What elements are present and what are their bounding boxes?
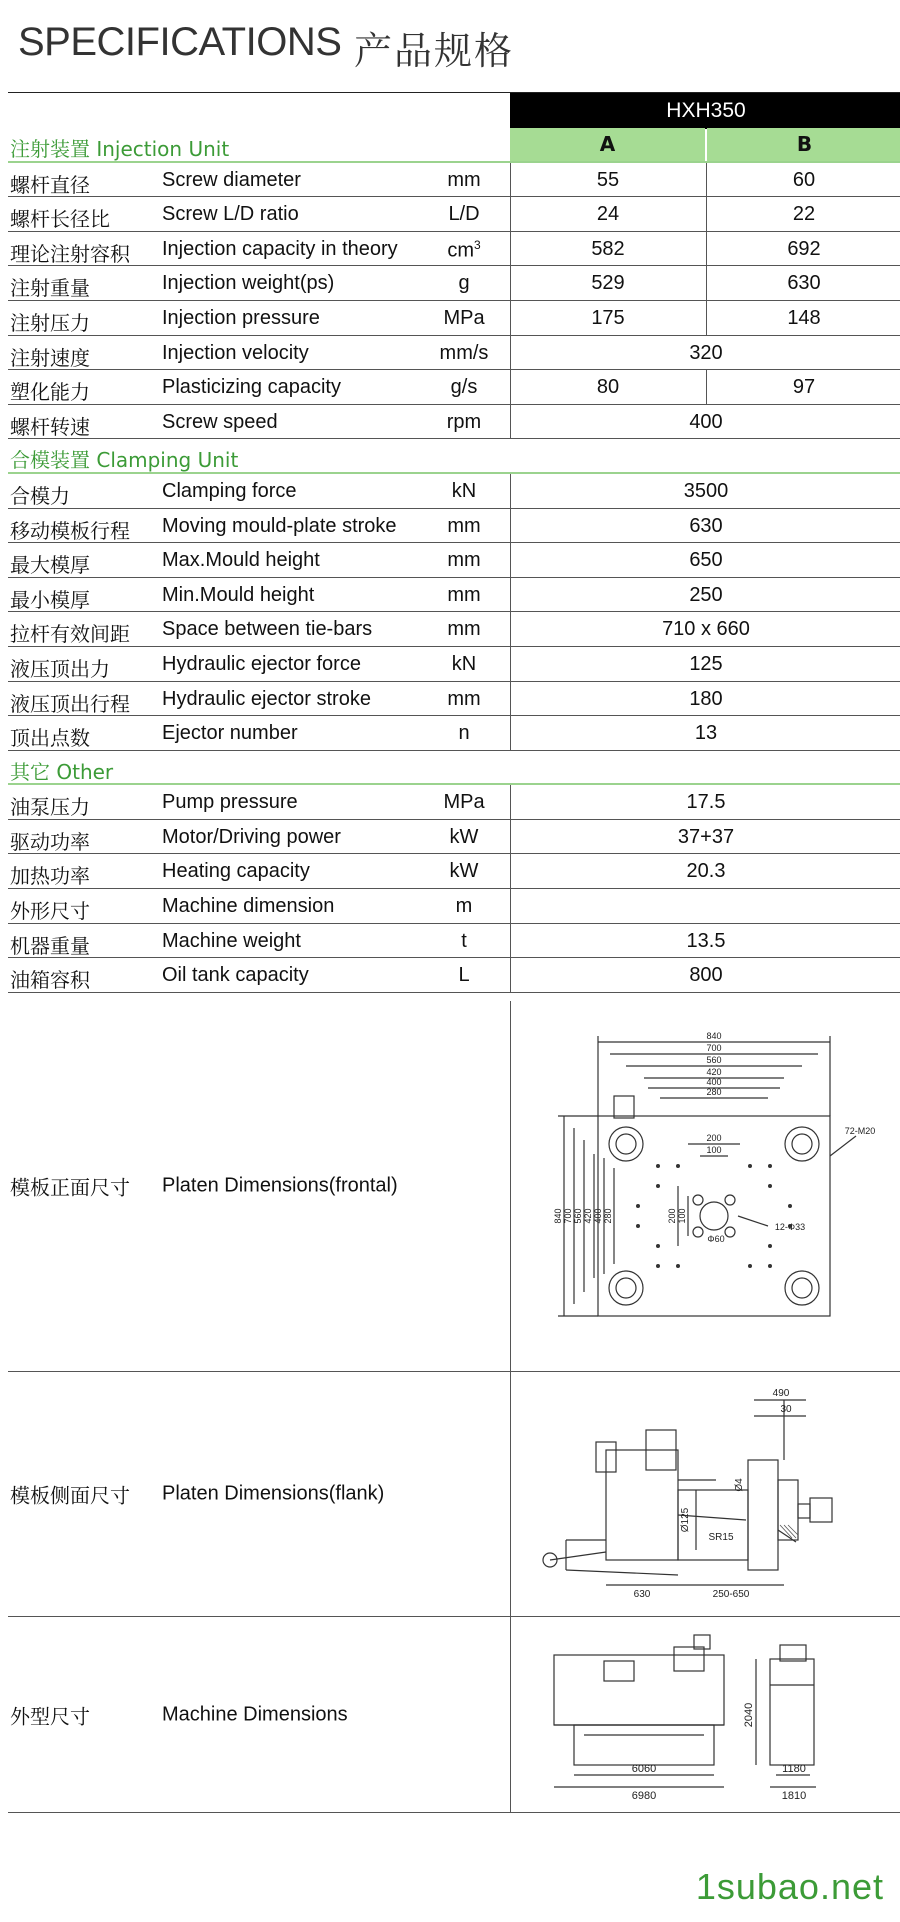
- spec-unit: [428, 376, 500, 399]
- dim-phi125: Ø125: [680, 1507, 691, 1533]
- spec-value: 800: [689, 964, 723, 987]
- dim-420: 420: [706, 1067, 722, 1077]
- spec-row: [8, 370, 900, 405]
- spec-unit: [428, 860, 500, 883]
- page-header: [0, 0, 900, 92]
- spec-value-b: 97: [792, 376, 816, 399]
- spec-label-cn: 最大模厚: [10, 553, 90, 578]
- unit-text: L/D: [448, 203, 480, 226]
- vdim-280: 280: [603, 1208, 613, 1224]
- spec-label-cn: 液压顶出力: [10, 656, 110, 681]
- spec-value: 650: [689, 549, 723, 572]
- spec-unit: [428, 826, 500, 849]
- spec-label-cn: 油泵压力: [10, 795, 90, 820]
- section-header-clamping: [8, 439, 900, 474]
- section-title: 其它 Other: [10, 759, 114, 784]
- spec-row: [8, 543, 900, 578]
- spec-value: 17.5: [686, 791, 726, 814]
- unit-text: kN: [451, 652, 477, 675]
- unit-text: L: [458, 964, 470, 987]
- spec-row: [8, 578, 900, 613]
- vdim-560: 560: [573, 1208, 583, 1224]
- spec-label-en: Hydraulic ejector force: [162, 652, 361, 675]
- spec-label-cn: 螺杆长径比: [10, 207, 110, 232]
- spec-value: 320: [689, 341, 723, 364]
- vdim-840: 840: [553, 1208, 563, 1224]
- divider: [510, 1001, 511, 1371]
- dim-sr15: SR15: [708, 1532, 734, 1543]
- spec-row: [8, 958, 900, 993]
- spec-label-en: Machine weight: [162, 929, 301, 952]
- spec-row: [8, 197, 900, 232]
- spec-label-cn: 理论注射容积: [10, 241, 130, 266]
- dim-phi4: Ø4: [734, 1478, 745, 1492]
- vdim-700: 700: [563, 1208, 573, 1224]
- spec-label-en: Injection weight(ps): [162, 272, 335, 295]
- diagram-row-machine: [8, 1617, 900, 1813]
- spec-unit: [428, 722, 500, 745]
- label-phi33: 12-Φ33: [774, 1222, 806, 1232]
- spec-row: [8, 682, 900, 717]
- spec-label-en: Hydraulic ejector stroke: [162, 687, 371, 710]
- spec-value-b: 60: [792, 168, 816, 191]
- spec-value-b: 148: [787, 306, 821, 329]
- spec-label-cn: 加热功率: [10, 864, 90, 889]
- spec-value-a: 80: [596, 376, 620, 399]
- spec-value: 20.3: [686, 860, 726, 883]
- unit-text: mm: [447, 549, 481, 572]
- divider: [510, 1372, 511, 1616]
- diagram-label-en: Platen Dimensions(flank): [162, 1482, 385, 1505]
- spec-unit: [428, 964, 500, 987]
- spec-value-b: 692: [787, 237, 821, 260]
- spec-label-en: Space between tie-bars: [162, 618, 373, 641]
- spec-row: [8, 889, 900, 924]
- vdim-400: 400: [593, 1208, 603, 1224]
- spec-row: [8, 266, 900, 301]
- spec-row: [8, 405, 900, 440]
- column-header-b: B: [707, 128, 900, 161]
- spec-value: 37+37: [677, 825, 735, 848]
- spec-unit: [428, 653, 500, 676]
- spec-label-cn: 注射压力: [10, 310, 90, 335]
- spec-label-en: Machine dimension: [162, 895, 335, 918]
- spec-row: [8, 785, 900, 820]
- spec-label-cn: 塑化能力: [10, 380, 90, 405]
- divider: [510, 1617, 511, 1812]
- spec-value: 125: [689, 652, 723, 675]
- diagram-label-en: Machine Dimensions: [162, 1703, 348, 1725]
- dim-700: 700: [706, 1043, 722, 1053]
- spec-unit: [428, 618, 500, 641]
- unit-text: kN: [451, 479, 477, 502]
- unit-text: n: [458, 722, 470, 745]
- unit-text: mm: [447, 687, 481, 710]
- spec-row: [8, 924, 900, 959]
- unit-text: kW: [449, 860, 479, 883]
- spec-value: 250: [689, 583, 723, 606]
- diagram-label-en: Platen Dimensions(frontal): [162, 1174, 398, 1197]
- spec-label-cn: 螺杆转速: [10, 414, 90, 439]
- spec-row: [8, 716, 900, 751]
- spec-unit: [428, 930, 500, 953]
- spec-unit: [428, 307, 500, 330]
- spec-value-a: 24: [596, 203, 620, 226]
- spec-label-en: Clamping force: [162, 479, 297, 502]
- dim-250-650: 250-650: [712, 1589, 750, 1600]
- model-row: [8, 92, 900, 128]
- label-m20: 72-M20: [844, 1126, 876, 1136]
- spec-row: [8, 301, 900, 336]
- spec-value-b: 630: [787, 272, 821, 295]
- dim-840: 840: [706, 1031, 722, 1041]
- section-title: 注射装置 Injection Unit: [10, 137, 230, 161]
- label-phi60: Φ60: [707, 1234, 725, 1244]
- spec-row: [8, 509, 900, 544]
- spec-label-en: Heating capacity: [162, 860, 310, 883]
- diagram-row-frontal: [8, 1001, 900, 1372]
- dim-490: 490: [772, 1388, 790, 1399]
- dim-280: 280: [706, 1087, 722, 1097]
- spec-unit: [428, 480, 500, 503]
- dim-100: 100: [706, 1145, 722, 1155]
- spec-label-en: Motor/Driving power: [162, 825, 341, 848]
- spec-label-cn: 合模力: [10, 483, 70, 508]
- spec-label-en: Max.Mould height: [162, 549, 320, 572]
- spec-row: [8, 820, 900, 855]
- spec-value-a: 175: [591, 306, 625, 329]
- vdim-200: 200: [667, 1208, 677, 1224]
- spec-unit: [428, 584, 500, 607]
- spec-unit: [428, 791, 500, 814]
- unit-text: mm: [447, 618, 481, 641]
- unit-text: kW: [449, 825, 479, 848]
- dim-6980: 6980: [631, 1790, 657, 1802]
- unit-text: mm: [447, 583, 481, 606]
- dim-2040: 2040: [743, 1702, 755, 1728]
- spec-row: [8, 232, 900, 267]
- spec-label-cn: 移动模板行程: [10, 518, 130, 543]
- column-header-a: A: [510, 128, 705, 161]
- spec-unit: [428, 515, 500, 538]
- spec-value-a: 529: [591, 272, 625, 295]
- spec-label-cn: 驱动功率: [10, 829, 90, 854]
- dim-6060: 6060: [631, 1763, 657, 1775]
- spec-row: [8, 854, 900, 889]
- dim-560: 560: [706, 1055, 722, 1065]
- section-header-other: [8, 751, 900, 786]
- platen-frontal-drawing: [538, 1016, 878, 1356]
- watermark: 1subao.net: [695, 1866, 884, 1907]
- spec-table: [8, 92, 900, 993]
- spec-label-en: Injection capacity in theory: [162, 237, 398, 260]
- diagram-label-cn: 模板正面尺寸: [10, 1175, 130, 1200]
- unit-text: g/s: [450, 376, 478, 399]
- spec-label-en: Moving mould-plate stroke: [162, 514, 397, 537]
- diagram-row-flank: [8, 1372, 900, 1617]
- spec-label-cn: 拉杆有效间距: [10, 622, 130, 647]
- diagram-label-cn: 外型尺寸: [10, 1704, 90, 1728]
- dim-30: 30: [780, 1404, 792, 1415]
- machine-dimensions-drawing: [544, 1625, 894, 1805]
- spec-label-cn: 油箱容积: [10, 968, 90, 993]
- spec-value: 400: [689, 410, 723, 433]
- dim-630: 630: [633, 1589, 651, 1600]
- unit-text: mm/s: [439, 341, 489, 364]
- spec-label-en: Injection pressure: [162, 306, 320, 329]
- spec-value: 710 x 660: [662, 618, 750, 641]
- spec-value: 13.5: [686, 929, 726, 952]
- spec-unit: [428, 895, 500, 918]
- spec-row: [8, 647, 900, 682]
- spec-label-cn: 机器重量: [10, 933, 90, 958]
- divider: [510, 889, 511, 923]
- unit-text: MPa: [443, 306, 485, 329]
- spec-unit: [428, 549, 500, 572]
- spec-label-en: Ejector number: [162, 722, 298, 745]
- unit-text: MPa: [443, 791, 485, 814]
- spec-label-cn: 螺杆直径: [10, 172, 90, 197]
- spec-value: 3500: [683, 479, 729, 502]
- spec-label-en: Screw L/D ratio: [162, 203, 299, 226]
- unit-text: t: [461, 929, 467, 952]
- spec-unit: [428, 411, 500, 434]
- spec-unit: [428, 342, 500, 365]
- spec-row: [8, 336, 900, 371]
- spec-label-cn: 最小模厚: [10, 587, 90, 612]
- model-name: HXH350: [510, 93, 900, 129]
- spec-label-en: Oil tank capacity: [162, 964, 309, 987]
- spec-label-cn: 注射速度: [10, 345, 90, 370]
- vdim-420: 420: [583, 1208, 593, 1224]
- diagram-label-cn: 模板侧面尺寸: [10, 1483, 130, 1508]
- spec-unit: [428, 688, 500, 711]
- spec-unit: [428, 203, 500, 226]
- unit-superscript: 3: [473, 237, 481, 252]
- spec-label-en: Injection velocity: [162, 341, 309, 364]
- unit-text: m: [455, 895, 473, 918]
- section-title: 合模装置 Clamping Unit: [10, 448, 239, 473]
- spec-label-cn: 液压顶出行程: [10, 691, 130, 716]
- title-en: SPECIFICATIONS: [18, 20, 342, 64]
- spec-label-en: Screw diameter: [162, 168, 301, 191]
- dim-1810: 1810: [781, 1790, 807, 1802]
- spec-unit: [428, 272, 500, 295]
- spec-label-cn: 注射重量: [10, 276, 90, 301]
- spec-label-en: Plasticizing capacity: [162, 376, 341, 399]
- unit-text: g: [458, 272, 470, 295]
- spec-value: 630: [689, 514, 723, 537]
- section-header-injection: [8, 128, 900, 163]
- spec-label-cn: 外形尺寸: [10, 899, 90, 924]
- spec-unit: [428, 169, 500, 192]
- spec-label-cn: 顶出点数: [10, 726, 90, 751]
- spec-value: 13: [694, 722, 718, 745]
- title-cn: 产品规格: [354, 29, 515, 73]
- unit-text: rpm: [446, 410, 482, 433]
- dim-1180: 1180: [782, 1763, 806, 1775]
- unit-text: mm: [447, 168, 481, 191]
- spec-label-en: Pump pressure: [162, 791, 298, 814]
- unit-text: cm: [447, 239, 474, 262]
- dim-200: 200: [706, 1133, 722, 1143]
- spec-value-b: 22: [792, 203, 816, 226]
- unit-text: mm: [447, 514, 481, 537]
- vdim-100: 100: [677, 1208, 687, 1224]
- platen-flank-drawing: [536, 1380, 886, 1610]
- spec-row: [8, 474, 900, 509]
- spec-row: [8, 612, 900, 647]
- dim-400: 400: [706, 1077, 722, 1087]
- spec-label-en: Screw speed: [162, 410, 278, 433]
- spec-unit: [428, 238, 500, 263]
- spec-value-a: 55: [596, 168, 620, 191]
- spec-value: 180: [689, 687, 723, 710]
- spec-row: [8, 163, 900, 198]
- spec-value-a: 582: [591, 237, 625, 260]
- spec-label-en: Min.Mould height: [162, 583, 315, 606]
